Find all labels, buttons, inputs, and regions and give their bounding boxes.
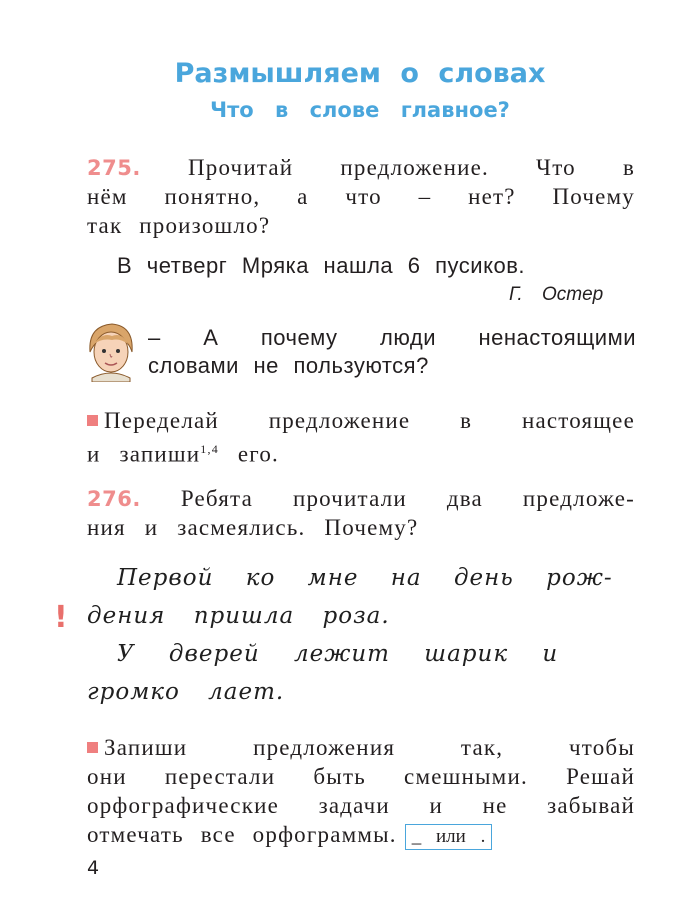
ex275-task-text2a: и запиши — [87, 441, 201, 467]
ex276-line1 — [87, 484, 635, 514]
ex275-text1: Прочитай предложение. Что в — [187, 155, 636, 180]
dialog-line1: – А почему люди ненастоящими — [148, 325, 636, 350]
script-line4: громко лает. — [87, 679, 285, 705]
pink-square-icon — [87, 742, 98, 753]
ex275-task-line1 — [87, 406, 635, 435]
exercise-number-276: 276. — [87, 487, 141, 511]
ex276-task-line1 — [87, 733, 635, 762]
script-line3: У дверей лежит шарик и — [117, 641, 559, 667]
ex275-line2: нём понятно, а что – нет? Почему — [87, 184, 635, 209]
dialog-line2: словами не пользуются? — [148, 353, 429, 378]
script-line2: дения пришла роза. — [87, 603, 390, 629]
page-number: 4 — [87, 857, 100, 879]
page-subtitle: Что в слове главное? — [210, 98, 510, 122]
ex275-line1 — [87, 153, 635, 183]
ex276-task-line3: орфографические задачи и не забывай — [87, 793, 635, 818]
boy-face-icon — [82, 318, 140, 382]
ex275-task-line2 — [87, 435, 279, 469]
quote-sentence: В четверг Мряка нашла 6 пусиков. — [117, 253, 525, 278]
attention-mark: ! — [54, 600, 68, 635]
quote-author: Г. Остер — [509, 284, 604, 305]
ex276-task-text4: отмечать все орфограммы. — [87, 822, 397, 847]
pink-square-icon — [87, 415, 98, 426]
exercise-number-275: 275. — [87, 156, 141, 180]
ex276-line2: ния и засмеялись. Почему? — [87, 515, 419, 540]
orthogram-box: _ или . — [405, 824, 493, 850]
ex275-task-text2b: его. — [237, 441, 279, 467]
script-line1: Первой ко мне на день рож- — [117, 565, 613, 591]
ex276-task-line4 — [87, 820, 492, 850]
ex275-line3: так произошло? — [87, 213, 271, 238]
ex276-text1: Ребята прочитали два предложе- — [180, 486, 636, 511]
page-title: Размышляем о словах — [174, 58, 546, 89]
ex276-task-text1: Запиши предложения так, чтобы — [104, 735, 635, 760]
ex276-task-line2: они перестали быть смешными. Решай — [87, 764, 635, 789]
ex275-task-text1: Переделай предложение в настоящее — [104, 408, 635, 433]
footnote-sup: 1,4 — [200, 442, 219, 456]
